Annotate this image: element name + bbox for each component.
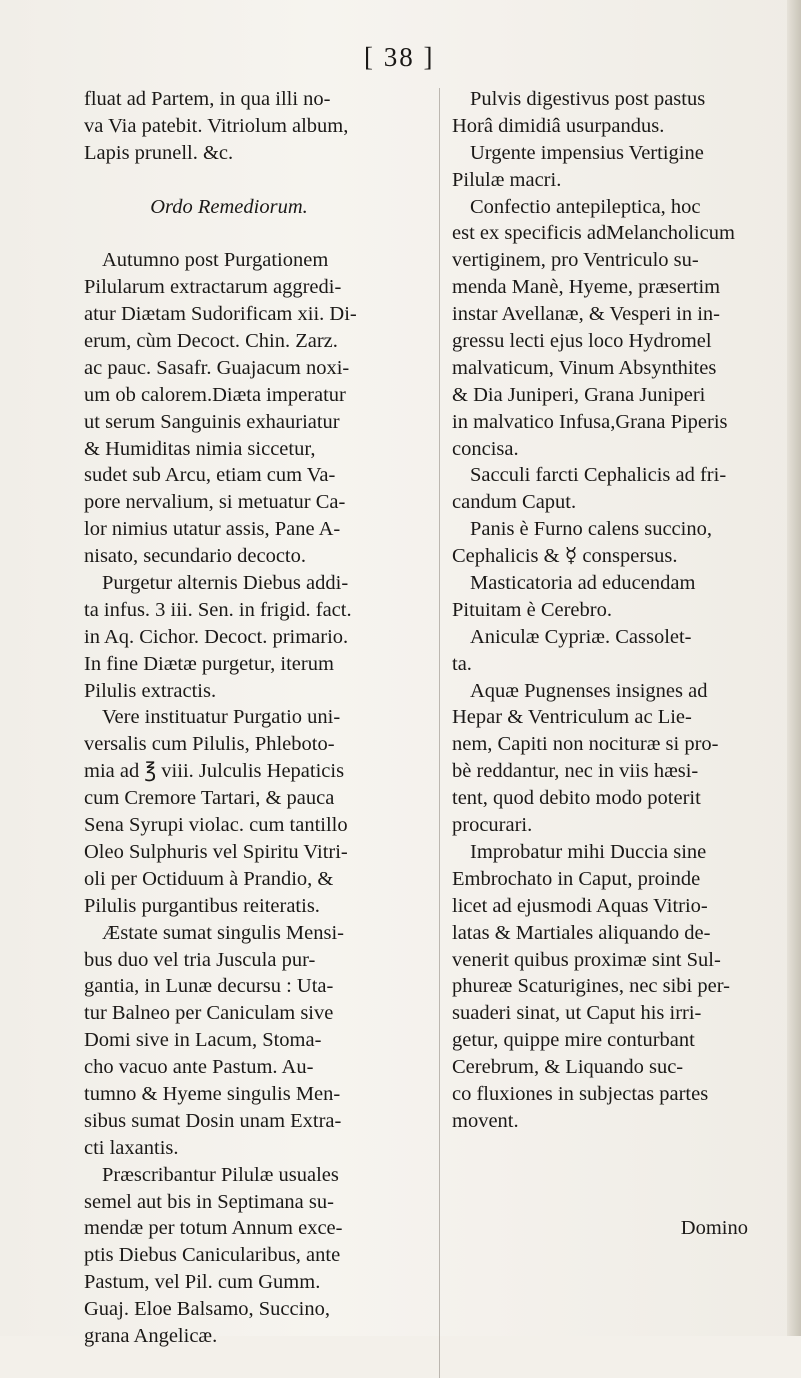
- text-line: Masticatoria ad educendam: [470, 572, 696, 595]
- text-line: latas & Martiales aliquando de-: [452, 921, 711, 944]
- section-heading: Ordo Remediorum.: [150, 195, 308, 218]
- text-line: gantia, in Lunæ decursu : Uta-: [84, 975, 334, 998]
- text-line: ptis Diebus Canicularibus, ante: [84, 1244, 341, 1267]
- text-line: bus duo vel tria Juscula pur-: [84, 948, 316, 971]
- text-line: Præscribantur Pilulæ usuales: [102, 1163, 339, 1186]
- text-line: tur Balneo per Caniculam sive: [84, 1002, 334, 1025]
- text-line: Sena Syrupi violac. cum tantillo: [84, 814, 348, 837]
- text-line: instar Avellanæ, & Vesperi in in-: [452, 303, 720, 326]
- text-line: in malvatico Infusa,Grana Piperis: [452, 410, 728, 433]
- text-line: tumno & Hyeme singulis Men-: [84, 1082, 341, 1105]
- page-edge: [787, 0, 801, 1336]
- text-line: menda Manè, Hyeme, præsertim: [452, 276, 721, 299]
- text-line: Pilulis extractis.: [84, 679, 217, 702]
- text-line: oli per Octiduum à Prandio, &: [84, 867, 334, 890]
- text-line: suaderi sinat, ut Caput his irri-: [452, 1002, 702, 1025]
- text-line: getur, quippe mire conturbant: [452, 1029, 695, 1052]
- text-line: Pituitam è Cerebro.: [452, 598, 612, 621]
- text-line: bè reddantur, nec in viis hæsi-: [452, 760, 699, 783]
- text-line: cho vacuo ante Pastum. Au-: [84, 1056, 314, 1079]
- text-line: Pulvis digestivus post pastus: [470, 88, 706, 110]
- text-line: cti laxantis.: [84, 1136, 179, 1159]
- text-line: ta.: [452, 652, 472, 675]
- text-line: & Dia Juniperi, Grana Juniperi: [452, 383, 706, 406]
- text-line: fluat ad Partem, in qua illi no-: [84, 88, 331, 110]
- blank-line: [452, 1162, 762, 1189]
- text-line: Purgetur alternis Diebus addi-: [102, 572, 349, 595]
- text-line: mia ad ℥ viii. Julculis Hepaticis: [84, 760, 345, 783]
- catchword: Domino: [680, 1217, 748, 1240]
- text-line: malvaticum, Vinum Absynthites: [452, 356, 717, 379]
- text-line: Improbatur mihi Duccia sine: [470, 840, 707, 863]
- text-line: Lapis prunell. &c.: [84, 141, 234, 164]
- text-line: sudet sub Arcu, etiam cum Va-: [84, 464, 336, 487]
- text-line: nisato, secundario decocto.: [84, 545, 307, 568]
- text-line: Sacculi farcti Cephalicis ad fri-: [470, 464, 727, 487]
- text-line: grana Angelicæ.: [84, 1324, 218, 1347]
- text-line: concisa.: [452, 437, 519, 460]
- text-line: Aquæ Pugnenses insignes ad: [470, 679, 708, 702]
- text-line: va Via patebit. Vitriolum album,: [84, 114, 349, 137]
- right-column: [452, 86, 762, 1242]
- text-line: Confectio antepileptica, hoc: [470, 195, 701, 218]
- text-line: Æstate sumat singulis Mensi-: [102, 921, 345, 944]
- text-line: Pilulis purgantibus reiteratis.: [84, 894, 320, 917]
- text-line: Pilulæ macri.: [452, 168, 562, 191]
- text-line: Panis è Furno calens succino,: [470, 518, 712, 541]
- text-line: In fine Diætæ purgetur, iterum: [84, 652, 334, 675]
- text-line: Horâ dimidiâ usurpandus.: [452, 114, 665, 137]
- text-line: sibus sumat Dosin unam Extra-: [84, 1109, 342, 1132]
- text-line: cum Cremore Tartari, & pauca: [84, 787, 335, 810]
- page-number: [ 38 ]: [364, 42, 435, 72]
- text-line: tent, quod debito modo poterit: [452, 787, 701, 810]
- text-line: versalis cum Pilulis, Phleboto-: [84, 733, 335, 756]
- text-line: procurari.: [452, 814, 533, 837]
- text-line: co fluxiones in subjectas partes: [452, 1082, 709, 1105]
- text-line: Pilularum extractarum aggredi-: [84, 276, 342, 299]
- text-line: Cephalicis & ☿ conspersus.: [452, 545, 678, 568]
- text-line: lor nimius utatur assis, Pane A-: [84, 518, 341, 541]
- text-line: ut serum Sanguinis exhauriatur: [84, 410, 340, 433]
- text-line: Urgente impensius Vertigine: [470, 141, 704, 164]
- text-line: mendæ per totum Annum exce-: [84, 1217, 343, 1240]
- text-line: Oleo Sulphuris vel Spiritu Vitri-: [84, 840, 348, 863]
- text-line: pore nervalium, si metuatur Ca-: [84, 491, 346, 514]
- text-line: ta infus. 3 iii. Sen. in frigid. fact.: [84, 598, 352, 621]
- text-line: Pastum, vel Pil. cum Gumm.: [84, 1271, 321, 1294]
- text-line: Embrochato in Caput, proinde: [452, 867, 701, 890]
- text-line: in Aq. Cichor. Decoct. primario.: [84, 625, 349, 648]
- blank-line: [84, 167, 414, 194]
- text-line: phureæ Scaturigines, nec sibi per-: [452, 975, 730, 998]
- text-line: movent.: [452, 1109, 519, 1132]
- text-line: Cerebrum, & Liquando suc-: [452, 1056, 684, 1079]
- blank-line: [452, 1189, 762, 1216]
- text-line: Aniculæ Cypriæ. Cassolet-: [470, 625, 692, 648]
- text-line: nem, Capiti non nocituræ si pro-: [452, 733, 719, 756]
- text-line: est ex specificis adMelancholicum: [452, 222, 735, 245]
- text-line: Autumno post Purgationem: [102, 249, 329, 272]
- blank-line: [84, 220, 414, 247]
- text-line: erum, cùm Decoct. Chin. Zarz.: [84, 330, 338, 353]
- blank-line: [452, 1135, 762, 1162]
- text-line: Guaj. Eloe Balsamo, Succino,: [84, 1298, 330, 1321]
- text-line: licet ad ejusmodi Aquas Vitrio-: [452, 894, 708, 917]
- text-line: venerit quibus proximæ sint Sul-: [452, 948, 721, 971]
- text-line: semel aut bis in Septimana su-: [84, 1190, 334, 1213]
- text-line: um ob calorem.Diæta imperatur: [84, 383, 346, 406]
- text-line: ac pauc. Sasafr. Guajacum noxi-: [84, 356, 350, 379]
- text-line: Vere instituatur Purgatio uni-: [102, 706, 341, 729]
- text-line: vertiginem, pro Ventriculo su-: [452, 249, 699, 272]
- text-line: & Humiditas nimia siccetur,: [84, 437, 316, 460]
- text-line: candum Caput.: [452, 491, 577, 514]
- left-column: [84, 86, 414, 1350]
- text-line: gressu lecti ejus loco Hydromel: [452, 330, 712, 353]
- text-line: atur Diætam Sudorificam xii. Di-: [84, 303, 357, 326]
- text-line: Domi sive in Lacum, Stoma-: [84, 1029, 322, 1052]
- text-line: Hepar & Ventriculum ac Lie-: [452, 706, 692, 729]
- column-divider: [439, 88, 440, 1378]
